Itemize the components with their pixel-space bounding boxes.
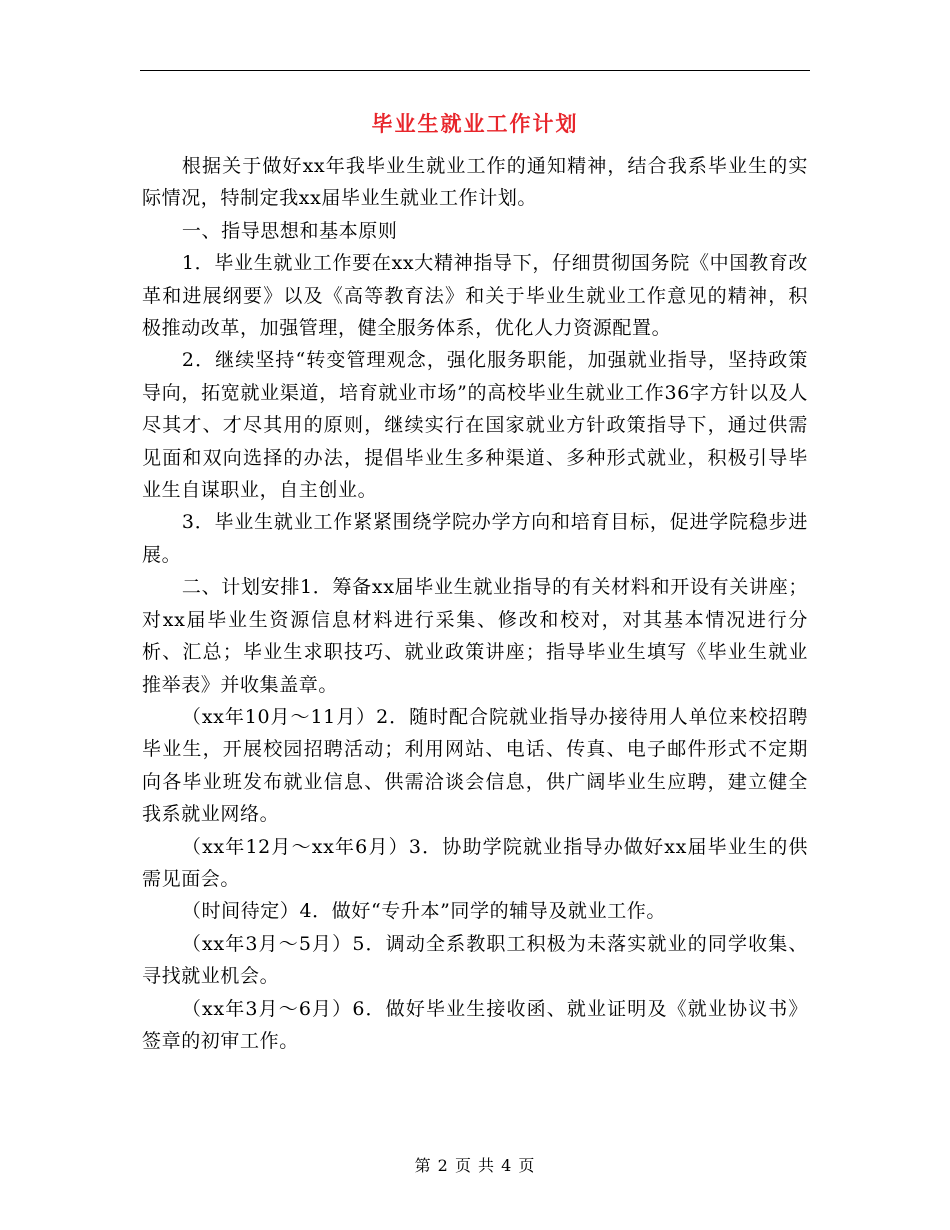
page-number-footer: 第 2 页 共 4 页 <box>414 1156 536 1175</box>
header-rule <box>140 70 810 71</box>
paragraph-plan-6: （xx年3月～6月）6．做好毕业生接收函、就业证明及《就业协议书》签章的初审工作。 <box>142 997 808 1052</box>
paragraph-principle-2: 2．继续坚持“转变管理观念，强化服务职能，加强就业指导，坚持政策导向，拓宽就业渠道，培育就业市场”的高校毕业生就业工作36字方针以及人尽其才、才尽其用的原则，继续实行在国家就业方针政策指导下，通过供需见面和双向选择的办法，提倡毕业生多种渠道、多种形式就业，积极引导毕业生自谋职业，自主创业。 <box>142 349 808 502</box>
paragraph-plan-2: （xx年10月～11月）2．随时配合院就业指导办接待用人单位来校招聘毕业生，开展校园招聘活动；利用网站、电话、传真、电子邮件形式不定期向各毕业班发布就业信息、供需洽谈会信息，供广阔毕业生应聘，建立健全我系就业网络。 <box>142 705 808 826</box>
paragraph-plan-5: （xx年3月～5月）5．调动全系教职工积极为未落实就业的同学收集、寻找就业机会。 <box>142 932 808 988</box>
document-body <box>142 150 808 1057</box>
section-heading-principles: 一、指导思想和基本原则 <box>181 219 398 242</box>
paragraph-plan-3: （xx年12月～xx年6月）3．协助学院就业指导办做好xx届毕业生的供需见面会。 <box>142 835 808 890</box>
paragraph-plan-1: 二、计划安排1．筹备xx届毕业生就业指导的有关材料和开设有关讲座；对xx届毕业生资源信息材料进行采集、修改和校对，对其基本情况进行分析、汇总；毕业生求职技巧、就业政策讲座；指导毕业生填写《毕业生就业推举表》并收集盖章。 <box>142 576 808 696</box>
paragraph-intro: 根据关于做好xx年我毕业生就业工作的通知精神，结合我系毕业生的实际情况，特制定我xx届毕业生就业工作计划。 <box>142 155 808 210</box>
paragraph-principle-1: 1．毕业生就业工作要在xx大精神指导下，仔细贯彻国务院《中国教育改革和进展纲要》以及《高等教育法》和关于毕业生就业工作意见的精神，积极推动改革，加强管理，健全服务体系，优化人力资源配置。 <box>142 252 808 340</box>
paragraph-plan-4: （时间待定）4．做好“专升本”同学的辅导及就业工作。 <box>181 900 667 923</box>
paragraph-principle-3: 3．毕业生就业工作紧紧围绕学院办学方向和培育目标，促进学院稳步进展。 <box>142 511 808 566</box>
document-title: 毕业生就业工作计划 <box>371 112 579 136</box>
